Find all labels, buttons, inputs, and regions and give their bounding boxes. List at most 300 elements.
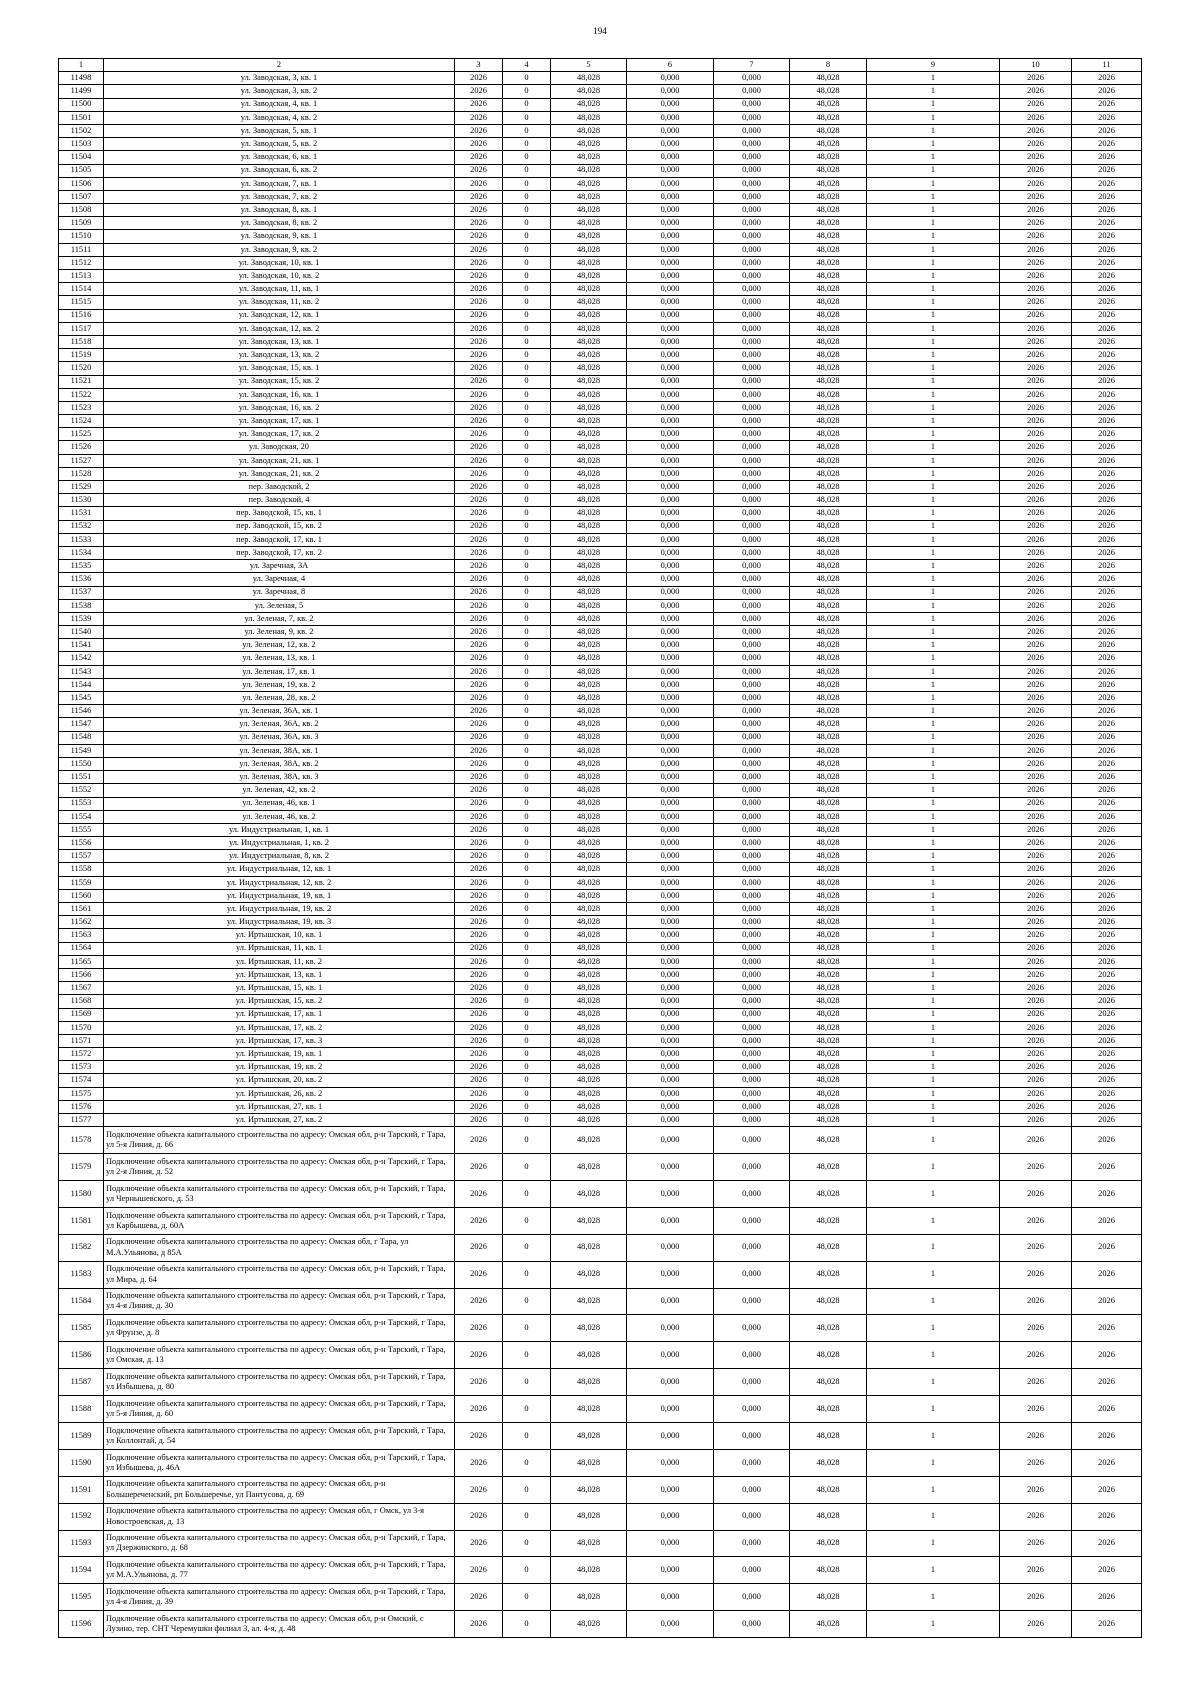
address-cell: ул. Заводская, 8, кв. 2 [104, 217, 455, 230]
col9-cell: 1 [867, 1342, 1000, 1369]
col8-cell: 48,028 [790, 1342, 867, 1369]
col8-cell: 48,028 [790, 428, 867, 441]
table-row [59, 204, 1142, 217]
row-number-cell: 11518 [59, 335, 104, 348]
col4-cell: 0 [503, 335, 551, 348]
col10-cell: 2026 [1000, 810, 1072, 823]
col10-cell: 2026 [1000, 1503, 1072, 1530]
col9-cell: 1 [867, 151, 1000, 164]
col11-cell: 2026 [1072, 1008, 1142, 1021]
address-cell: Подключение объекта капитального строительства по адресу: Омская обл, г Омск, ул 3-я Новостроевская, д. 13 [104, 1503, 455, 1530]
col11-cell: 2026 [1072, 362, 1142, 375]
address-cell: ул. Заводская, 3, кв. 1 [104, 72, 455, 85]
col7-cell: 0,000 [714, 903, 790, 916]
column-header: 9 [867, 59, 1000, 72]
col10-cell: 2026 [1000, 718, 1072, 731]
col5-cell: 48,028 [551, 1180, 627, 1207]
col6-cell: 0,000 [627, 204, 714, 217]
col6-cell: 0,000 [627, 586, 714, 599]
address-cell: ул. Заводская, 17, кв. 2 [104, 428, 455, 441]
col6-cell: 0,000 [627, 520, 714, 533]
col6-cell: 0,000 [627, 441, 714, 454]
col6-cell: 0,000 [627, 560, 714, 573]
row-number-cell: 11572 [59, 1048, 104, 1061]
col4-cell: 0 [503, 639, 551, 652]
col10-cell: 2026 [1000, 1021, 1072, 1034]
col11-cell: 2026 [1072, 889, 1142, 902]
col8-cell: 48,028 [790, 164, 867, 177]
col9-cell: 1 [867, 1127, 1000, 1154]
col5-cell: 48,028 [551, 929, 627, 942]
col11-cell: 2026 [1072, 217, 1142, 230]
col11-cell: 2026 [1072, 678, 1142, 691]
col9-cell: 1 [867, 533, 1000, 546]
col5-cell: 48,028 [551, 1034, 627, 1047]
col8-cell: 48,028 [790, 863, 867, 876]
year-cell: 2026 [455, 1207, 503, 1234]
row-number-cell: 11510 [59, 230, 104, 243]
address-cell: Подключение объекта капитального строительства по адресу: Омская обл, р-н Тарский, г Тара, ул Коллонтай, д. 54 [104, 1422, 455, 1449]
col10-cell: 2026 [1000, 441, 1072, 454]
col11-cell: 2026 [1072, 428, 1142, 441]
col9-cell: 1 [867, 731, 1000, 744]
col7-cell: 0,000 [714, 375, 790, 388]
col5-cell: 48,028 [551, 850, 627, 863]
col10-cell: 2026 [1000, 1530, 1072, 1557]
table-row [59, 1021, 1142, 1034]
col5-cell: 48,028 [551, 942, 627, 955]
col8-cell: 48,028 [790, 1021, 867, 1034]
col6-cell: 0,000 [627, 1342, 714, 1369]
col5-cell: 48,028 [551, 507, 627, 520]
col4-cell: 0 [503, 982, 551, 995]
col9-cell: 1 [867, 560, 1000, 573]
col6-cell: 0,000 [627, 797, 714, 810]
col5-cell: 48,028 [551, 270, 627, 283]
col4-cell: 0 [503, 151, 551, 164]
col11-cell: 2026 [1072, 533, 1142, 546]
col8-cell: 48,028 [790, 1530, 867, 1557]
col11-cell: 2026 [1072, 929, 1142, 942]
col6-cell: 0,000 [627, 718, 714, 731]
row-number-cell: 11575 [59, 1087, 104, 1100]
address-cell: ул. Заводская, 21, кв. 2 [104, 467, 455, 480]
address-cell: ул. Индустриальная, 8, кв. 2 [104, 850, 455, 863]
year-cell: 2026 [455, 929, 503, 942]
col4-cell: 0 [503, 757, 551, 770]
col5-cell: 48,028 [551, 520, 627, 533]
col10-cell: 2026 [1000, 217, 1072, 230]
address-cell: ул. Зеленая, 36А, кв. 3 [104, 731, 455, 744]
col8-cell: 48,028 [790, 757, 867, 770]
col7-cell: 0,000 [714, 494, 790, 507]
col4-cell: 0 [503, 243, 551, 256]
col5-cell: 48,028 [551, 718, 627, 731]
col11-cell: 2026 [1072, 1315, 1142, 1342]
col9-cell: 1 [867, 757, 1000, 770]
table-row [59, 744, 1142, 757]
address-cell: Подключение объекта капитального строительства по адресу: Омская обл, г Тара, ул М.А.Ульянова, д 85А [104, 1234, 455, 1261]
col8-cell: 48,028 [790, 151, 867, 164]
col11-cell: 2026 [1072, 204, 1142, 217]
col9-cell: 1 [867, 1611, 1000, 1638]
col9-cell: 1 [867, 124, 1000, 137]
col5-cell: 48,028 [551, 72, 627, 85]
address-cell: ул. Зеленая, 13, кв. 1 [104, 652, 455, 665]
col6-cell: 0,000 [627, 1530, 714, 1557]
table-row [59, 454, 1142, 467]
row-number-cell: 11529 [59, 481, 104, 494]
table-row [59, 599, 1142, 612]
col9-cell: 1 [867, 797, 1000, 810]
col5-cell: 48,028 [551, 1422, 627, 1449]
col7-cell: 0,000 [714, 639, 790, 652]
col6-cell: 0,000 [627, 1021, 714, 1034]
table-row [59, 678, 1142, 691]
col7-cell: 0,000 [714, 929, 790, 942]
year-cell: 2026 [455, 692, 503, 705]
col5-cell: 48,028 [551, 955, 627, 968]
col10-cell: 2026 [1000, 507, 1072, 520]
col8-cell: 48,028 [790, 362, 867, 375]
col8-cell: 48,028 [790, 1048, 867, 1061]
address-cell: ул. Заводская, 15, кв. 1 [104, 362, 455, 375]
page-number: 194 [593, 26, 607, 36]
col5-cell: 48,028 [551, 916, 627, 929]
col6-cell: 0,000 [627, 1127, 714, 1154]
col6-cell: 0,000 [627, 507, 714, 520]
col4-cell: 0 [503, 1034, 551, 1047]
col8-cell: 48,028 [790, 467, 867, 480]
col8-cell: 48,028 [790, 1154, 867, 1181]
col5-cell: 48,028 [551, 1207, 627, 1234]
address-cell: ул. Заводская, 15, кв. 2 [104, 375, 455, 388]
col6-cell: 0,000 [627, 1422, 714, 1449]
row-number-cell: 11507 [59, 190, 104, 203]
year-cell: 2026 [455, 124, 503, 137]
col9-cell: 1 [867, 1422, 1000, 1449]
col5-cell: 48,028 [551, 876, 627, 889]
table-row [59, 560, 1142, 573]
col7-cell: 0,000 [714, 507, 790, 520]
row-number-cell: 11585 [59, 1315, 104, 1342]
col8-cell: 48,028 [790, 1557, 867, 1584]
col9-cell: 1 [867, 1449, 1000, 1476]
col10-cell: 2026 [1000, 797, 1072, 810]
row-number-cell: 11530 [59, 494, 104, 507]
col7-cell: 0,000 [714, 283, 790, 296]
col10-cell: 2026 [1000, 771, 1072, 784]
row-number-cell: 11542 [59, 652, 104, 665]
col7-cell: 0,000 [714, 863, 790, 876]
col8-cell: 48,028 [790, 454, 867, 467]
col7-cell: 0,000 [714, 560, 790, 573]
col7-cell: 0,000 [714, 810, 790, 823]
col5-cell: 48,028 [551, 1342, 627, 1369]
col4-cell: 0 [503, 138, 551, 151]
col11-cell: 2026 [1072, 85, 1142, 98]
col4-cell: 0 [503, 771, 551, 784]
table-row [59, 533, 1142, 546]
col9-cell: 1 [867, 784, 1000, 797]
col5-cell: 48,028 [551, 1396, 627, 1423]
row-number-cell: 11552 [59, 784, 104, 797]
row-number-cell: 11563 [59, 929, 104, 942]
col8-cell: 48,028 [790, 1396, 867, 1423]
col10-cell: 2026 [1000, 72, 1072, 85]
col10-cell: 2026 [1000, 784, 1072, 797]
year-cell: 2026 [455, 1154, 503, 1181]
year-cell: 2026 [455, 401, 503, 414]
address-cell: ул. Заводская, 9, кв. 1 [104, 230, 455, 243]
col4-cell: 0 [503, 1234, 551, 1261]
col7-cell: 0,000 [714, 270, 790, 283]
col11-cell: 2026 [1072, 415, 1142, 428]
col5-cell: 48,028 [551, 903, 627, 916]
row-number-cell: 11501 [59, 111, 104, 124]
col8-cell: 48,028 [790, 573, 867, 586]
table-row [59, 1369, 1142, 1396]
col11-cell: 2026 [1072, 1476, 1142, 1503]
col4-cell: 0 [503, 692, 551, 705]
col10-cell: 2026 [1000, 744, 1072, 757]
col11-cell: 2026 [1072, 1234, 1142, 1261]
col6-cell: 0,000 [627, 1315, 714, 1342]
address-cell: ул. Индустриальная, 19, кв. 2 [104, 903, 455, 916]
col7-cell: 0,000 [714, 692, 790, 705]
col11-cell: 2026 [1072, 1396, 1142, 1423]
col10-cell: 2026 [1000, 995, 1072, 1008]
col10-cell: 2026 [1000, 335, 1072, 348]
col7-cell: 0,000 [714, 1369, 790, 1396]
table-row [59, 1476, 1142, 1503]
address-cell: ул. Зеленая, 42, кв. 2 [104, 784, 455, 797]
col7-cell: 0,000 [714, 731, 790, 744]
col8-cell: 48,028 [790, 1180, 867, 1207]
col4-cell: 0 [503, 388, 551, 401]
address-cell: ул. Заводская, 12, кв. 2 [104, 322, 455, 335]
col11-cell: 2026 [1072, 283, 1142, 296]
address-cell: Подключение объекта капитального строительства по адресу: Омская обл, р-н Тарский, г Тара, ул Фрунзе, д. 8 [104, 1315, 455, 1342]
col7-cell: 0,000 [714, 823, 790, 836]
year-cell: 2026 [455, 1048, 503, 1061]
address-cell: ул. Иртышская, 19, кв. 1 [104, 1048, 455, 1061]
table-row [59, 916, 1142, 929]
col9-cell: 1 [867, 164, 1000, 177]
col8-cell: 48,028 [790, 190, 867, 203]
col10-cell: 2026 [1000, 1074, 1072, 1087]
row-number-cell: 11568 [59, 995, 104, 1008]
col5-cell: 48,028 [551, 415, 627, 428]
col11-cell: 2026 [1072, 546, 1142, 559]
col8-cell: 48,028 [790, 85, 867, 98]
col9-cell: 1 [867, 810, 1000, 823]
address-cell: Подключение объекта капитального строительства по адресу: Омская обл, р-н Тарский, г Тара, ул Дзержинского, д. 68 [104, 1530, 455, 1557]
col5-cell: 48,028 [551, 1048, 627, 1061]
table-row [59, 1234, 1142, 1261]
col5-cell: 48,028 [551, 401, 627, 414]
col6-cell: 0,000 [627, 1048, 714, 1061]
row-number-cell: 11506 [59, 177, 104, 190]
col6-cell: 0,000 [627, 1154, 714, 1181]
col11-cell: 2026 [1072, 1584, 1142, 1611]
col5-cell: 48,028 [551, 190, 627, 203]
table-row [59, 771, 1142, 784]
col11-cell: 2026 [1072, 72, 1142, 85]
col5-cell: 48,028 [551, 1087, 627, 1100]
col11-cell: 2026 [1072, 1422, 1142, 1449]
table-row [59, 982, 1142, 995]
col4-cell: 0 [503, 190, 551, 203]
col5-cell: 48,028 [551, 586, 627, 599]
row-number-cell: 11570 [59, 1021, 104, 1034]
table-row [59, 1584, 1142, 1611]
col10-cell: 2026 [1000, 1087, 1072, 1100]
address-cell: ул. Зеленая, 38А, кв. 3 [104, 771, 455, 784]
col6-cell: 0,000 [627, 1008, 714, 1021]
year-cell: 2026 [455, 72, 503, 85]
col9-cell: 1 [867, 481, 1000, 494]
col7-cell: 0,000 [714, 1061, 790, 1074]
col8-cell: 48,028 [790, 481, 867, 494]
col8-cell: 48,028 [790, 349, 867, 362]
col10-cell: 2026 [1000, 309, 1072, 322]
col5-cell: 48,028 [551, 256, 627, 269]
col10-cell: 2026 [1000, 612, 1072, 625]
col8-cell: 48,028 [790, 1503, 867, 1530]
col4-cell: 0 [503, 270, 551, 283]
col11-cell: 2026 [1072, 270, 1142, 283]
col11-cell: 2026 [1072, 322, 1142, 335]
table-row [59, 349, 1142, 362]
col9-cell: 1 [867, 362, 1000, 375]
col5-cell: 48,028 [551, 612, 627, 625]
col11-cell: 2026 [1072, 243, 1142, 256]
col5-cell: 48,028 [551, 1074, 627, 1087]
year-cell: 2026 [455, 1449, 503, 1476]
col6-cell: 0,000 [627, 283, 714, 296]
row-number-cell: 11574 [59, 1074, 104, 1087]
address-cell: пер. Заводской, 17, кв. 1 [104, 533, 455, 546]
col5-cell: 48,028 [551, 375, 627, 388]
col11-cell: 2026 [1072, 124, 1142, 137]
col7-cell: 0,000 [714, 744, 790, 757]
year-cell: 2026 [455, 1008, 503, 1021]
col4-cell: 0 [503, 1100, 551, 1113]
year-cell: 2026 [455, 850, 503, 863]
col9-cell: 1 [867, 217, 1000, 230]
address-cell: ул. Иртышская, 17, кв. 1 [104, 1008, 455, 1021]
row-number-cell: 11567 [59, 982, 104, 995]
row-number-cell: 11540 [59, 626, 104, 639]
col10-cell: 2026 [1000, 283, 1072, 296]
table-row [59, 507, 1142, 520]
col9-cell: 1 [867, 744, 1000, 757]
table-row [59, 1114, 1142, 1127]
col10-cell: 2026 [1000, 599, 1072, 612]
col11-cell: 2026 [1072, 771, 1142, 784]
col6-cell: 0,000 [627, 467, 714, 480]
col11-cell: 2026 [1072, 1100, 1142, 1113]
col4-cell: 0 [503, 1342, 551, 1369]
col9-cell: 1 [867, 98, 1000, 111]
col8-cell: 48,028 [790, 533, 867, 546]
row-number-cell: 11545 [59, 692, 104, 705]
col10-cell: 2026 [1000, 1315, 1072, 1342]
col6-cell: 0,000 [627, 230, 714, 243]
col4-cell: 0 [503, 1207, 551, 1234]
col7-cell: 0,000 [714, 1008, 790, 1021]
year-cell: 2026 [455, 573, 503, 586]
row-number-cell: 11509 [59, 217, 104, 230]
col4-cell: 0 [503, 823, 551, 836]
col10-cell: 2026 [1000, 520, 1072, 533]
col8-cell: 48,028 [790, 560, 867, 573]
col5-cell: 48,028 [551, 296, 627, 309]
col10-cell: 2026 [1000, 1396, 1072, 1423]
col11-cell: 2026 [1072, 1127, 1142, 1154]
col9-cell: 1 [867, 309, 1000, 322]
col6-cell: 0,000 [627, 243, 714, 256]
col6-cell: 0,000 [627, 349, 714, 362]
col11-cell: 2026 [1072, 401, 1142, 414]
address-cell: Подключение объекта капитального строительства по адресу: Омская обл, р-н Тарский, г Тара, ул 4-я Линия, д. 30 [104, 1288, 455, 1315]
col4-cell: 0 [503, 533, 551, 546]
col10-cell: 2026 [1000, 1476, 1072, 1503]
table-row [59, 837, 1142, 850]
table-row [59, 1261, 1142, 1288]
col8-cell: 48,028 [790, 283, 867, 296]
col9-cell: 1 [867, 1074, 1000, 1087]
col7-cell: 0,000 [714, 138, 790, 151]
col4-cell: 0 [503, 362, 551, 375]
col6-cell: 0,000 [627, 612, 714, 625]
column-header: 10 [1000, 59, 1072, 72]
table-row [59, 296, 1142, 309]
column-header: 11 [1072, 59, 1142, 72]
col7-cell: 0,000 [714, 204, 790, 217]
row-number-cell: 11588 [59, 1396, 104, 1423]
address-cell: Подключение объекта капитального строительства по адресу: Омская обл, р-н Тарский, г Тара, ул Мира, д. 64 [104, 1261, 455, 1288]
col9-cell: 1 [867, 1154, 1000, 1181]
col5-cell: 48,028 [551, 138, 627, 151]
col10-cell: 2026 [1000, 639, 1072, 652]
col7-cell: 0,000 [714, 955, 790, 968]
row-number-cell: 11593 [59, 1530, 104, 1557]
address-cell: ул. Иртышская, 20, кв. 2 [104, 1074, 455, 1087]
col9-cell: 1 [867, 942, 1000, 955]
col10-cell: 2026 [1000, 903, 1072, 916]
year-cell: 2026 [455, 138, 503, 151]
col4-cell: 0 [503, 296, 551, 309]
col4-cell: 0 [503, 1369, 551, 1396]
col7-cell: 0,000 [714, 322, 790, 335]
col6-cell: 0,000 [627, 481, 714, 494]
col10-cell: 2026 [1000, 1180, 1072, 1207]
col4-cell: 0 [503, 1584, 551, 1611]
row-number-cell: 11538 [59, 599, 104, 612]
col4-cell: 0 [503, 1154, 551, 1181]
col9-cell: 1 [867, 1530, 1000, 1557]
table-row [59, 1557, 1142, 1584]
col11-cell: 2026 [1072, 388, 1142, 401]
address-cell: Подключение объекта капитального строительства по адресу: Омская обл, р-н Большереченский, рп Большеречье, ул Пантусова, д. 69 [104, 1476, 455, 1503]
col9-cell: 1 [867, 929, 1000, 942]
year-cell: 2026 [455, 230, 503, 243]
address-cell: ул. Заводская, 21, кв. 1 [104, 454, 455, 467]
col11-cell: 2026 [1072, 111, 1142, 124]
col7-cell: 0,000 [714, 1342, 790, 1369]
